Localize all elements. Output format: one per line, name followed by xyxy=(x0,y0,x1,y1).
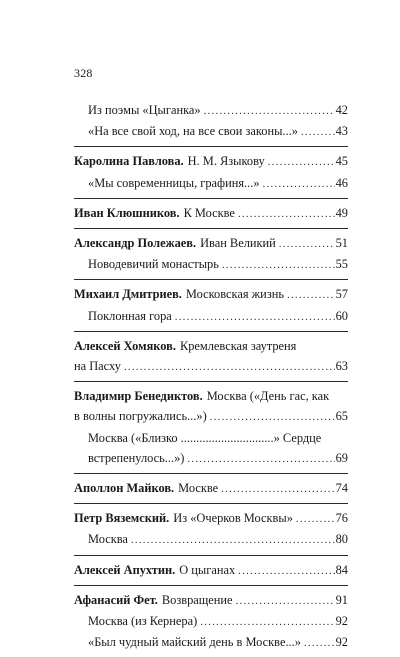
toc-title: Иван Великий xyxy=(200,236,276,251)
toc-page: 65 xyxy=(335,409,348,424)
toc-line[interactable] xyxy=(74,336,348,356)
toc-author: Каролина Павлова. xyxy=(74,154,184,169)
leader-dots xyxy=(200,612,334,632)
toc-line[interactable] xyxy=(74,428,348,448)
toc-line[interactable] xyxy=(74,254,348,275)
toc-line-continued[interactable] xyxy=(74,406,348,427)
leader-dots xyxy=(221,479,334,499)
leader-dots xyxy=(279,234,335,254)
leader-dots xyxy=(238,204,335,224)
toc-page: 76 xyxy=(335,511,348,526)
toc-title: Москва («День гас, как xyxy=(206,389,330,404)
toc-author: Алексей Хомяков. xyxy=(74,338,176,353)
toc-title: Москва («Близко ..............................» Сердце xyxy=(88,430,322,445)
toc-page: 63 xyxy=(335,359,348,374)
toc-title: на Пасху xyxy=(74,359,121,374)
toc-author: Иван Клюшников. xyxy=(74,205,180,220)
toc-page: 60 xyxy=(335,308,348,323)
toc-title: Поклонная гора xyxy=(88,308,172,323)
toc-entry xyxy=(74,504,348,554)
toc-line[interactable] xyxy=(74,386,348,406)
toc-page: 57 xyxy=(335,287,348,302)
toc-line[interactable] xyxy=(74,478,348,499)
table-of-contents xyxy=(74,96,348,657)
toc-page: 92 xyxy=(335,635,348,650)
leader-dots xyxy=(131,530,335,550)
toc-title: Н. М. Языкову xyxy=(187,154,265,169)
toc-entry xyxy=(74,474,348,503)
toc-page: 43 xyxy=(335,124,348,139)
toc-author: Афанасий Фет. xyxy=(74,592,158,607)
toc-title: Москва (из Кернера) xyxy=(88,614,198,629)
toc-entry xyxy=(74,280,348,330)
toc-author: Михаил Дмитриев. xyxy=(74,287,182,302)
toc-author: Александр Полежаев. xyxy=(74,236,197,251)
toc-page: 46 xyxy=(335,175,348,190)
toc-line[interactable] xyxy=(74,151,348,172)
leader-dots xyxy=(175,307,335,327)
toc-page: 84 xyxy=(335,562,348,577)
toc-line[interactable] xyxy=(74,611,348,632)
toc-page: 80 xyxy=(335,532,348,547)
toc-line[interactable] xyxy=(74,100,348,121)
toc-title: «Был чудный майский день в Москве...» xyxy=(88,635,301,650)
toc-title: в волны погружались...») xyxy=(74,409,207,424)
toc-title: «На все свой ход, на все свои законы...» xyxy=(88,124,298,139)
toc-entry xyxy=(74,147,348,197)
toc-title: встрепенулось...») xyxy=(88,450,185,465)
leader-dots xyxy=(204,101,335,121)
toc-entry xyxy=(74,382,348,473)
toc-author: Петр Вяземский. xyxy=(74,511,170,526)
toc-title: Возвращение xyxy=(161,592,233,607)
toc-entry xyxy=(74,586,348,657)
leader-dots xyxy=(222,255,335,275)
toc-line[interactable] xyxy=(74,632,348,653)
toc-entry xyxy=(74,96,348,146)
toc-page: 49 xyxy=(335,205,348,220)
toc-title: Москва xyxy=(88,532,128,547)
leader-dots xyxy=(268,152,335,172)
toc-line[interactable] xyxy=(74,233,348,254)
toc-page: 55 xyxy=(335,257,348,272)
toc-page: 42 xyxy=(335,103,348,117)
toc-page: 92 xyxy=(335,614,348,629)
page-number: 328 xyxy=(74,66,93,80)
toc-author: Владимир Бенедиктов. xyxy=(74,389,203,404)
toc-page: 45 xyxy=(335,154,348,169)
toc-title: Москве xyxy=(178,481,219,496)
toc-author: Алексей Апухтин. xyxy=(74,562,176,577)
leader-dots xyxy=(210,407,335,427)
toc-line[interactable] xyxy=(74,529,348,550)
toc-title: Из поэмы «Цыганка» xyxy=(88,103,201,117)
leader-dots xyxy=(287,285,335,305)
leader-dots xyxy=(124,357,335,377)
toc-title: Новодевичий монастырь xyxy=(88,257,219,272)
toc-page: 69 xyxy=(335,450,348,465)
leader-dots xyxy=(296,509,335,529)
toc-title: Московская жизнь xyxy=(185,287,284,302)
toc-line[interactable] xyxy=(74,203,348,224)
toc-title: О цыганах xyxy=(179,562,236,577)
toc-entry xyxy=(74,332,348,381)
toc-author: Аполлон Майков. xyxy=(74,481,175,496)
toc-page: 74 xyxy=(335,481,348,496)
toc-line[interactable] xyxy=(74,173,348,194)
leader-dots xyxy=(263,174,335,194)
toc-entry xyxy=(74,229,348,279)
leader-dots xyxy=(236,591,335,611)
leader-dots xyxy=(301,122,335,142)
toc-line[interactable] xyxy=(74,560,348,581)
toc-title: «Мы современницы, графиня...» xyxy=(88,175,260,190)
toc-page: 51 xyxy=(335,236,348,251)
toc-line[interactable] xyxy=(74,121,348,142)
toc-title: Кремлевская заутреня xyxy=(179,338,297,353)
toc-line[interactable] xyxy=(74,284,348,305)
toc-entry xyxy=(74,556,348,585)
toc-line[interactable] xyxy=(74,508,348,529)
toc-entry xyxy=(74,199,348,228)
toc-line-continued[interactable] xyxy=(74,448,348,469)
toc-page: 91 xyxy=(335,592,348,607)
leader-dots xyxy=(304,633,335,653)
toc-title: Из «Очерков Москвы» xyxy=(173,511,293,526)
toc-line[interactable] xyxy=(74,590,348,611)
toc-title: К Москве xyxy=(183,205,235,220)
toc-line[interactable] xyxy=(74,306,348,327)
leader-dots xyxy=(187,449,334,469)
toc-line-continued[interactable] xyxy=(74,356,348,377)
